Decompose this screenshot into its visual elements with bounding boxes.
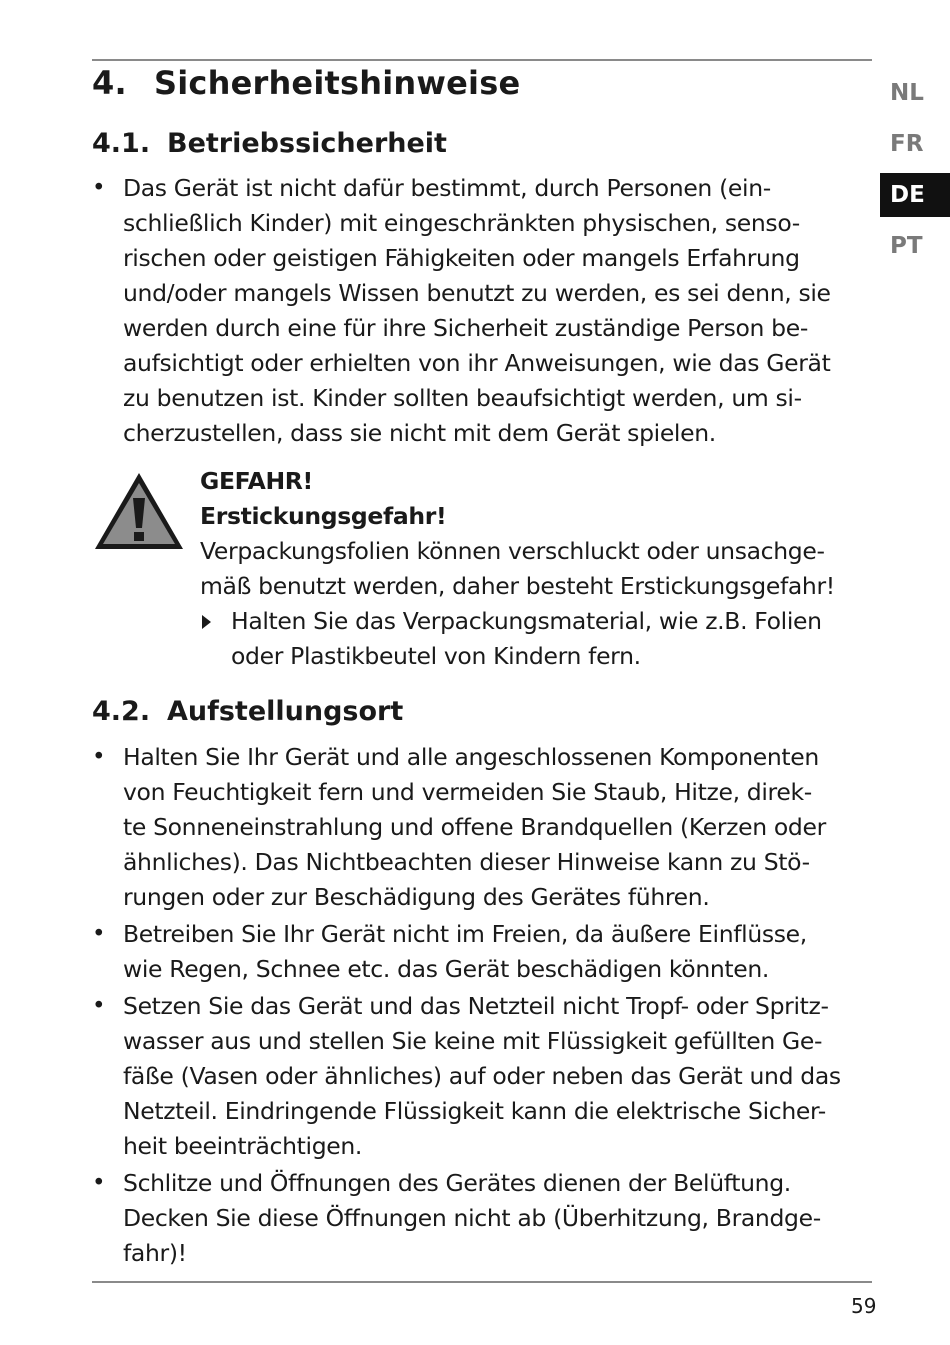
section-title: Sicherheitshinweise — [154, 64, 521, 102]
subsection-heading-2 — [92, 696, 403, 727]
bullet: • — [92, 1170, 106, 1196]
text-line: rungen oder zur Beschädigung des Gerätes führen. — [123, 883, 710, 911]
text-line: Netzteil. Eindringende Flüssigkeit kann die elektrische Sicher- — [123, 1097, 826, 1125]
text-line: Das Gerät ist nicht dafür bestimmt, durch Personen (ein- — [123, 174, 771, 202]
subsection-title: Aufstellungsort — [167, 696, 404, 727]
text-line: ähnliches). Das Nichtbeachten dieser Hinweise kann zu Stö- — [123, 848, 810, 876]
subsection-number: 4.1. — [92, 128, 151, 159]
text-line: rischen oder geistigen Fähigkeiten oder mangels Erfahrung — [123, 244, 800, 272]
installation-location-list — [92, 740, 872, 1271]
danger-text-line: Verpackungsfolien können verschluckt oder unsachge- — [200, 537, 825, 565]
operational-safety-list — [92, 171, 872, 451]
danger-label: GEFAHR! — [200, 467, 313, 495]
page-number: 59 — [851, 1294, 877, 1318]
list-item — [92, 989, 872, 1164]
bullet: • — [92, 175, 106, 201]
section-number: 4. — [92, 64, 127, 102]
bullet: • — [92, 993, 106, 1019]
text-line: fäße (Vasen oder ähnliches) auf oder neben das Gerät und das — [123, 1062, 841, 1090]
subsection-heading-1 — [92, 128, 447, 159]
subsection-number: 4.2. — [92, 696, 151, 727]
text-line: werden durch eine für ihre Sicherheit zuständige Person be- — [123, 314, 808, 342]
top-rule — [92, 59, 872, 61]
text-line: fahr)! — [123, 1239, 187, 1267]
text-line: Betreiben Sie Ihr Gerät nicht im Freien, da äußere Einflüsse, — [123, 920, 807, 948]
text-line: Schlitze und Öffnungen des Gerätes dienen der Belüftung. — [123, 1169, 791, 1197]
subsection-title: Betriebssicherheit — [167, 128, 447, 159]
list-item — [92, 917, 872, 987]
text-line: Halten Sie Ihr Gerät und alle angeschlossenen Komponenten — [123, 743, 819, 771]
danger-action — [200, 604, 880, 674]
action-text-line: Halten Sie das Verpackungsmaterial, wie z.B. Folien — [231, 607, 822, 635]
text-line: wie Regen, Schnee etc. das Gerät beschädigen könnten. — [123, 955, 770, 983]
bullet: • — [92, 744, 106, 770]
danger-text-line: mäß benutzt werden, daher besteht Erstickungsgefahr! — [200, 572, 835, 600]
text-line: cherzustellen, dass sie nicht mit dem Gerät spielen. — [123, 419, 716, 447]
language-tab-de[interactable]: DE — [880, 173, 950, 217]
text-line: zu benutzen ist. Kinder sollten beaufsichtigt werden, um si- — [123, 384, 802, 412]
text-line: heit beeinträchtigen. — [123, 1132, 363, 1160]
list-item — [92, 740, 872, 915]
danger-notice — [200, 464, 880, 674]
bottom-rule — [92, 1281, 872, 1283]
text-line: und/oder mangels Wissen benutzt zu werden, es sei denn, sie — [123, 279, 831, 307]
text-line: Decken Sie diese Öffnungen nicht ab (Überhitzung, Brandge- — [123, 1204, 821, 1232]
text-line: Setzen Sie das Gerät und das Netzteil nicht Tropf- oder Spritz- — [123, 992, 829, 1020]
text-line: aufsichtigt oder erhielten von ihr Anweisungen, wie das Gerät — [123, 349, 831, 377]
text-line: schließlich Kinder) mit eingeschränkten physischen, senso- — [123, 209, 800, 237]
language-tab-pt[interactable]: PT — [890, 233, 923, 259]
text-line: te Sonneneinstrahlung und offene Brandquellen (Kerzen oder — [123, 813, 826, 841]
section-heading — [92, 64, 520, 102]
language-tab-nl[interactable]: NL — [890, 80, 924, 106]
warning-triangle-icon — [92, 470, 186, 552]
danger-heading: Erstickungsgefahr! — [200, 502, 447, 530]
bullet: • — [92, 921, 106, 947]
list-item — [92, 171, 872, 451]
text-line: wasser aus und stellen Sie keine mit Flüssigkeit gefüllten Ge- — [123, 1027, 823, 1055]
arrow-right-icon — [202, 615, 211, 629]
list-item — [92, 1166, 872, 1271]
text-line: von Feuchtigkeit fern und vermeiden Sie Staub, Hitze, direk- — [123, 778, 812, 806]
action-text-line: oder Plastikbeutel von Kindern fern. — [231, 642, 641, 670]
language-tab-fr[interactable]: FR — [890, 131, 924, 157]
